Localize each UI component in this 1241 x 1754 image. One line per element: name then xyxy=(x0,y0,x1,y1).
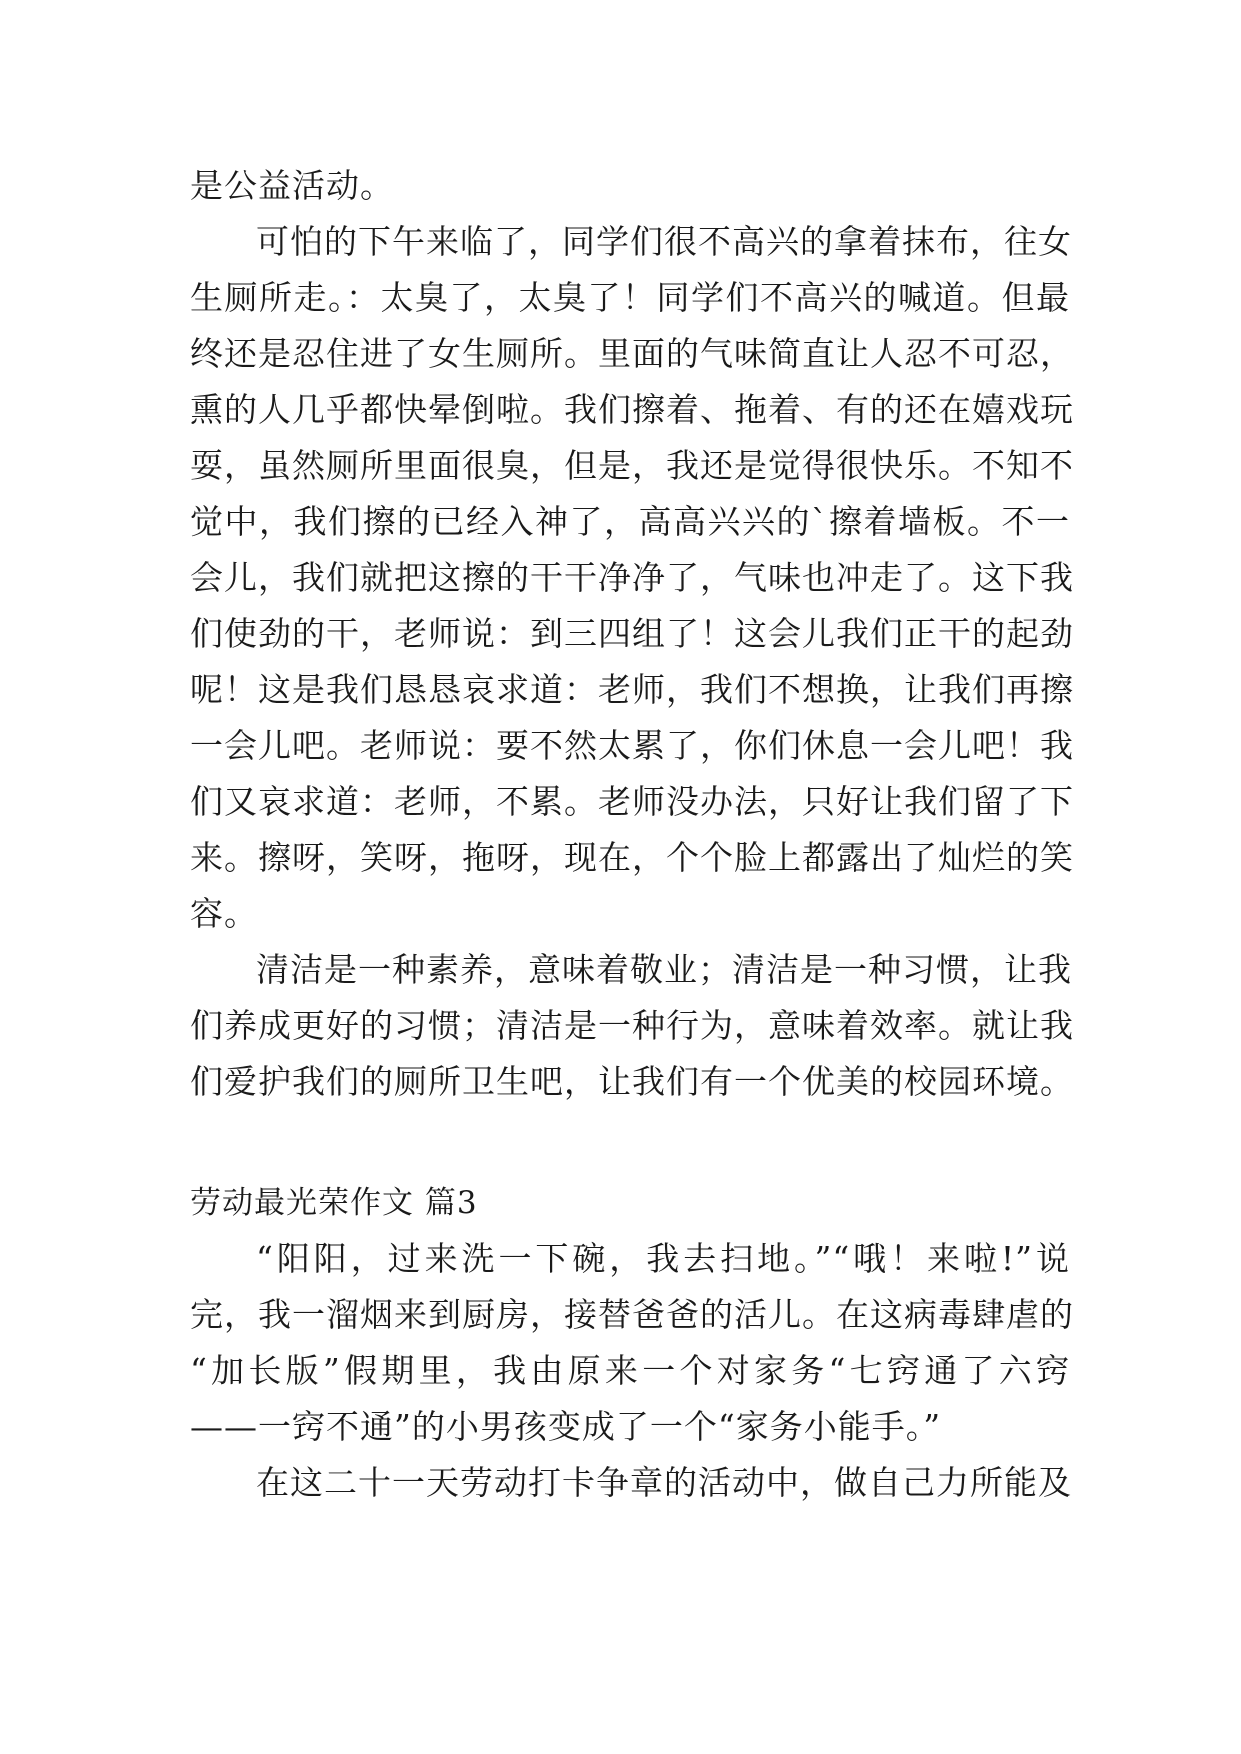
text-line: 生厕所走。：太臭了，太臭了！同学们不高兴的喊道。但最 xyxy=(190,278,1070,317)
text-line: 清洁是一种素养，意味着敬业；清洁是一种习惯，让我 xyxy=(256,950,1072,989)
text-line: “加长版”假期里，我由原来一个对家务“七窍通了六窍 xyxy=(190,1351,1070,1390)
text-line: 们使劲的干，老师说：到三四组了！这会儿我们正干的起劲 xyxy=(190,614,1074,653)
text-line: 会儿，我们就把这擦的干干净净了，气味也冲走了。这下我 xyxy=(190,558,1074,597)
section-heading: 劳动最光荣作文 篇3 xyxy=(190,1185,478,1221)
text-line: ——一窍不通”的小男孩变成了一个“家务小能手。” xyxy=(190,1407,942,1446)
text-line: 们养成更好的习惯；清洁是一种行为，意味着效率。就让我 xyxy=(190,1006,1074,1045)
text-line: 一会儿吧。老师说：要不然太累了，你们休息一会儿吧！我 xyxy=(190,726,1074,765)
text-line: 们爱护我们的厕所卫生吧，让我们有一个优美的校园环境。 xyxy=(190,1062,1074,1101)
text-line: 终还是忍住进了女生厕所。里面的气味简直让人忍不可忍， xyxy=(190,334,1074,373)
text-line: 容。 xyxy=(190,894,258,933)
text-line: 们又哀求道：老师，不累。老师没办法，只好让我们留了下 xyxy=(190,782,1074,821)
text-line: 在这二十一天劳动打卡争章的活动中，做自己力所能及 xyxy=(256,1463,1072,1502)
text-line: 觉中，我们擦的已经入神了，高高兴兴的`擦着墙板。不一 xyxy=(190,502,1070,541)
text-line: 完，我一溜烟来到厨房，接替爸爸的活儿。在这病毒肆虐的 xyxy=(190,1295,1074,1334)
text-line: “阳阳，过来洗一下碗，我去扫地。”“哦！来啦!”说 xyxy=(256,1239,1070,1278)
text-line: 是公益活动。 xyxy=(190,166,394,205)
text-line: 可怕的下午来临了，同学们很不高兴的拿着抹布，往女 xyxy=(256,222,1072,261)
text-line: 熏的人几乎都快晕倒啦。我们擦着、拖着、有的还在嬉戏玩 xyxy=(190,390,1074,429)
text-line: 耍，虽然厕所里面很臭，但是，我还是觉得很快乐。不知不 xyxy=(190,446,1074,485)
text-line: 呢！这是我们恳恳哀求道：老师，我们不想换，让我们再擦 xyxy=(190,670,1074,709)
text-line: 来。擦呀，笑呀，拖呀，现在，个个脸上都露出了灿烂的笑 xyxy=(190,838,1074,877)
